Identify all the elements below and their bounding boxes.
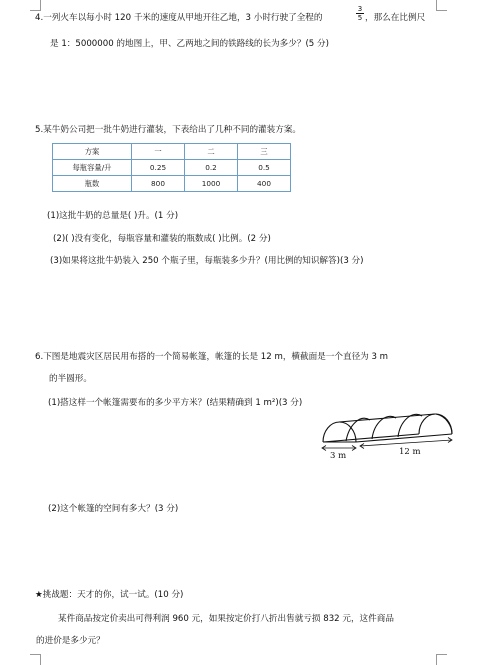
table-header-cell: 三	[238, 144, 291, 160]
challenge-line1: 某件商品按定价卖出可得利润 960 元，如果按定价打八折出售就亏损 832 元，这件商品	[58, 614, 394, 624]
table-header-cell: 一	[132, 144, 185, 160]
q5-intro: 5.某牛奶公司把一批牛奶进行灌装，下表给出了几种不同的灌装方案。	[35, 125, 302, 135]
table-cell: 每瓶容量/升	[53, 160, 132, 176]
table-cell: 0.25	[132, 160, 185, 176]
table-cell: 0.5	[238, 160, 291, 176]
q5-sub1: (1)这批牛奶的总量是( )升。(1 分)	[47, 211, 179, 221]
q4-line1-post: ，那么在比例尺	[365, 13, 426, 23]
q4-line2: 是 1：5000000 的地图上，甲、乙两地之间的铁路线的长为多少？(5 分)	[50, 39, 329, 49]
table-cell: 0.2	[185, 160, 238, 176]
crop-mark-top-left	[30, 0, 41, 11]
table-cell: 800	[132, 176, 185, 192]
table-header-cell: 二	[185, 144, 238, 160]
table-header-row	[53, 144, 291, 160]
q5-sub2: (2)( )没有变化，每瓶容量和灌装的瓶数成( )比例。(2 分)	[53, 234, 271, 244]
tent-length-label: 12 m	[399, 447, 421, 457]
tent-diameter-label: 3 m	[330, 451, 347, 461]
q6-sub2: (2)这个帐篷的空间有多大？(3 分)	[48, 504, 179, 514]
q4-line1-pre: 4.一列火车以每小时 120 千米的速度从甲地开往乙地，3 小时行驶了全程的	[35, 13, 323, 23]
table-cell: 1000	[185, 176, 238, 192]
table-row	[53, 160, 291, 176]
crop-mark-bottom-right	[436, 654, 447, 665]
q5-sub3: (3)如果将这批牛奶装入 250 个瓶子里，每瓶装多少升？(用比例的知识解答)(3 分)	[50, 256, 364, 266]
table-cell: 瓶数	[53, 176, 132, 192]
challenge-title: ★挑战题：天才的你，试一试。(10 分)	[35, 590, 184, 600]
crop-mark-bottom-left	[30, 654, 41, 665]
table-cell: 400	[238, 176, 291, 192]
crop-mark-top-right	[436, 0, 447, 11]
q4-fraction-denominator: 5	[357, 14, 363, 22]
table-row	[53, 176, 291, 192]
q6-line1: 6.下图是地震灾区居民用布搭的一个简易帐篷，帐篷的长是 12 m，横截面是一个直径为 3 m	[35, 352, 389, 362]
q4-fraction	[356, 5, 364, 22]
q6-line2: 的半圆形。	[49, 374, 92, 384]
filling-plan-table	[52, 143, 291, 192]
q4-fraction-numerator: 3	[357, 5, 363, 13]
table-header-cell: 方案	[53, 144, 132, 160]
challenge-line2: 的进价是多少元？	[36, 636, 105, 646]
q6-sub1: (1)搭这样一个帐篷需要布的多少平方米？(结果精确到 1 m²)(3 分)	[48, 398, 303, 408]
